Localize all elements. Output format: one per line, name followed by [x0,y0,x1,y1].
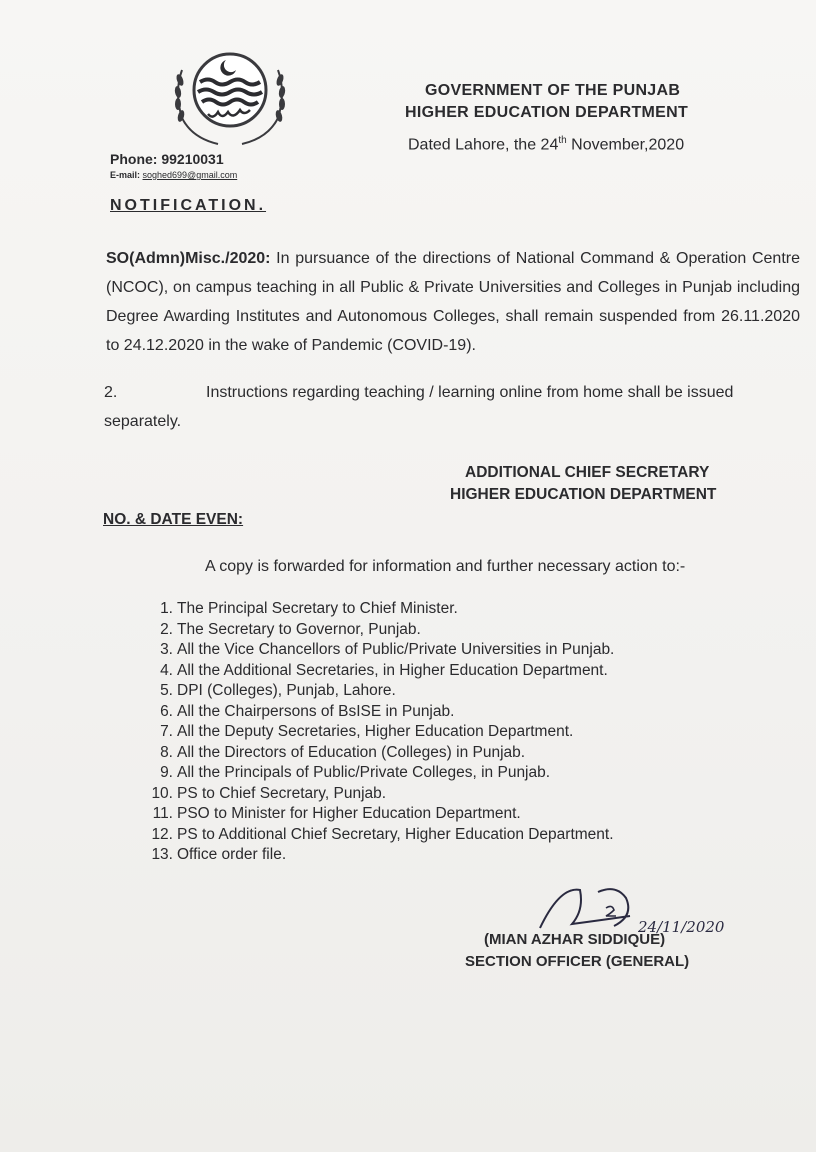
distribution-item [146,681,614,702]
distribution-item-text: All the Directors of Education (Colleges) in Punjab. [177,743,526,761]
distribution-item [146,763,614,784]
distribution-item [146,845,614,866]
no-and-date-even: NO. & DATE EVEN: [103,511,244,528]
distribution-item-text: Office order file. [177,846,287,863]
distribution-item-text: PSO to Minister for Higher Education Department. [177,805,521,822]
notification-paragraph-1 [106,244,800,360]
dated-superscript: th [558,135,567,146]
distribution-item-text: DPI (Colleges), Punjab, Lahore. [177,682,396,699]
reference-number: SO(Admn)Misc./2020: [106,250,271,267]
signatory-block-top [450,462,716,506]
distribution-item-number: 1. [160,600,173,617]
distribution-item-text: The Secretary to Governor, Punjab. [177,620,421,638]
dated-prefix: Dated Lahore, the 24 [408,136,559,154]
gov-line-2: HIGHER EDUCATION DEPARTMENT [405,104,689,121]
distribution-item-text: PS to Chief Secretary, Punjab. [177,784,387,802]
distribution-item [146,702,614,723]
distribution-item-number: 11. [152,805,173,822]
distribution-item [146,804,614,825]
distribution-item [146,743,614,764]
dated-line [408,135,684,154]
distribution-item [146,599,614,620]
email-line [110,170,237,180]
notification-paragraph-2 [104,378,800,436]
notification-title: NOTIFICATION. [110,197,267,214]
distribution-list [146,599,614,866]
distribution-item-number: 8. [160,743,173,761]
distribution-item [146,620,614,641]
email-address: soghed699@gmail.com [142,170,238,180]
distribution-item-number: 12. [151,825,173,843]
paragraph-2-text: Instructions regarding teaching / learning online from home shall be issued separately. [104,384,734,430]
punjab-government-emblem [160,40,300,152]
distribution-item [146,722,614,743]
distribution-item [146,640,614,661]
distribution-item-number: 6. [160,702,173,720]
email-label: E-mail: [110,170,143,180]
distribution-item-text: All the Deputy Secretaries, Higher Education Department. [177,723,574,740]
distribution-item-number: 10. [151,784,173,802]
distribution-item-number: 7. [160,723,173,740]
distribution-item-number: 13. [151,846,173,863]
dated-suffix: November,2020 [566,136,685,154]
distribution-item-text: All the Principals of Public/Private Colleges, in Punjab. [177,764,551,781]
paragraph-1-text: In pursuance of the directions of National Command & Operation Centre (NCOC), on campus teaching in all Public & Private Universities and Colleges in Punjab including Degree Awarding Institutes and Autonomous Colleges, shall remain suspended from 26.11.2020 to 24.12.2020 in the wake of Pandemic (COVID-19). [106,250,800,354]
distribution-item-text: The Principal Secretary to Chief Minister. [177,600,458,617]
phone-number: Phone: 99210031 [110,151,224,167]
signature-date: 24/11/2020 [638,918,725,936]
distribution-item-number: 4. [160,661,173,679]
distribution-item-number: 9. [160,764,173,781]
signatory-title: SECTION OFFICER (GENERAL) [465,953,690,970]
signatory-top-line-1: ADDITIONAL CHIEF SECRETARY [465,464,710,481]
distribution-item-text: All the Vice Chancellors of Public/Private Universities in Punjab. [177,641,615,658]
distribution-item-number: 3. [160,641,173,658]
distribution-item [146,661,614,682]
distribution-item-number: 2. [160,620,173,638]
distribution-item-text: PS to Additional Chief Secretary, Higher Education Department. [177,825,614,843]
gov-line-1: GOVERNMENT OF THE PUNJAB [425,82,681,99]
paragraph-2-number: 2. [104,384,118,401]
government-heading [405,80,688,124]
distribution-item-text: All the Additional Secretaries, in Higher Education Department. [177,661,608,679]
distribution-item [146,825,614,846]
distribution-item-text: All the Chairpersons of BsISE in Punjab. [177,702,455,720]
signatory-top-line-2: HIGHER EDUCATION DEPARTMENT [450,486,717,503]
signatory-name: (MIAN AZHAR SIDDIQUE) [484,931,666,948]
distribution-item [146,784,614,805]
distribution-item-number: 5. [160,682,173,699]
forwarding-intro: A copy is forwarded for information and further necessary action to:- [205,558,686,575]
